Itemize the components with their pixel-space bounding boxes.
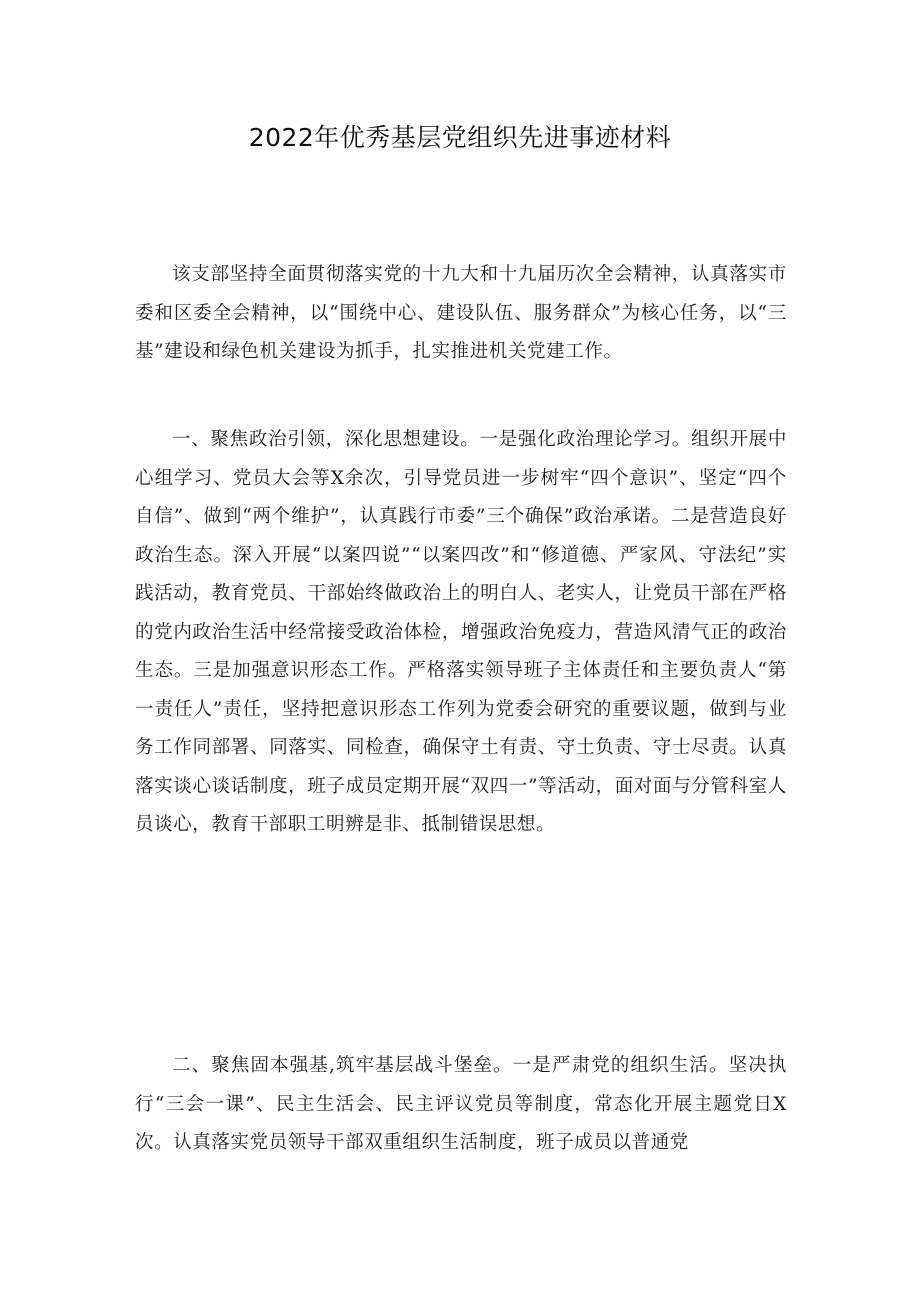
paragraph-intro: 该支部坚持全面贯彻落实党的十九大和十九届历次全会精神，认真落实市委和区委全会精神，以“围绕中心、建设队伍、服务群众”为核心任务，以“三基”建设和绿色机关建设为抓手，扎实推进机关党建工作。 [135, 264, 787, 362]
paragraph-section-one: 一、聚焦政治引领，深化思想建设。一是强化政治理论学习。组织开展中心组学习、党员大会等X余次，引导党员进一步树牢“四个意识”、坚定“四个自信”、做到“两个维护”，认真践行市委”三个确保”政治承诺。二是营造良好政治生态。深入开展“以案四说”“以案四改”和“修道德、严家风、守法纪”实践活动，教育党员、干部始终做政治上的明白人、老实人，让党员干部在严格的党内政治生活中经常接受政治体检，增强政治免疫力，营造风清气正的政治生态。三是加强意识形态工作。严格落实领导班子主体责任和主要负责人“第一责任人”责任，坚持把意识形态工作列为党委会研究的重要议题，做到与业务工作同部署、同落实、同检查，确保守土有责、守土负责、守士尽责。认真落实谈心谈话制度，班子成员定期开展“双四一”等活动，面对面与分管科室人员谈心，教育干部职工明辨是非、抵制错误思想。 [135, 429, 787, 835]
paragraph-section-two: 二、聚焦固本强基,筑牢基层战斗堡垒。一是严肃党的组织生活。坚决执行“三会一课”、民主生活会、民主评议党员等制度，常态化开展主题党日X次。认真落实党员领导干部双重组织生活制度，班子成员以普通党 [135, 1055, 787, 1153]
document-title: 2022年优秀基层党组织先进事迹材料 [248, 123, 672, 152]
